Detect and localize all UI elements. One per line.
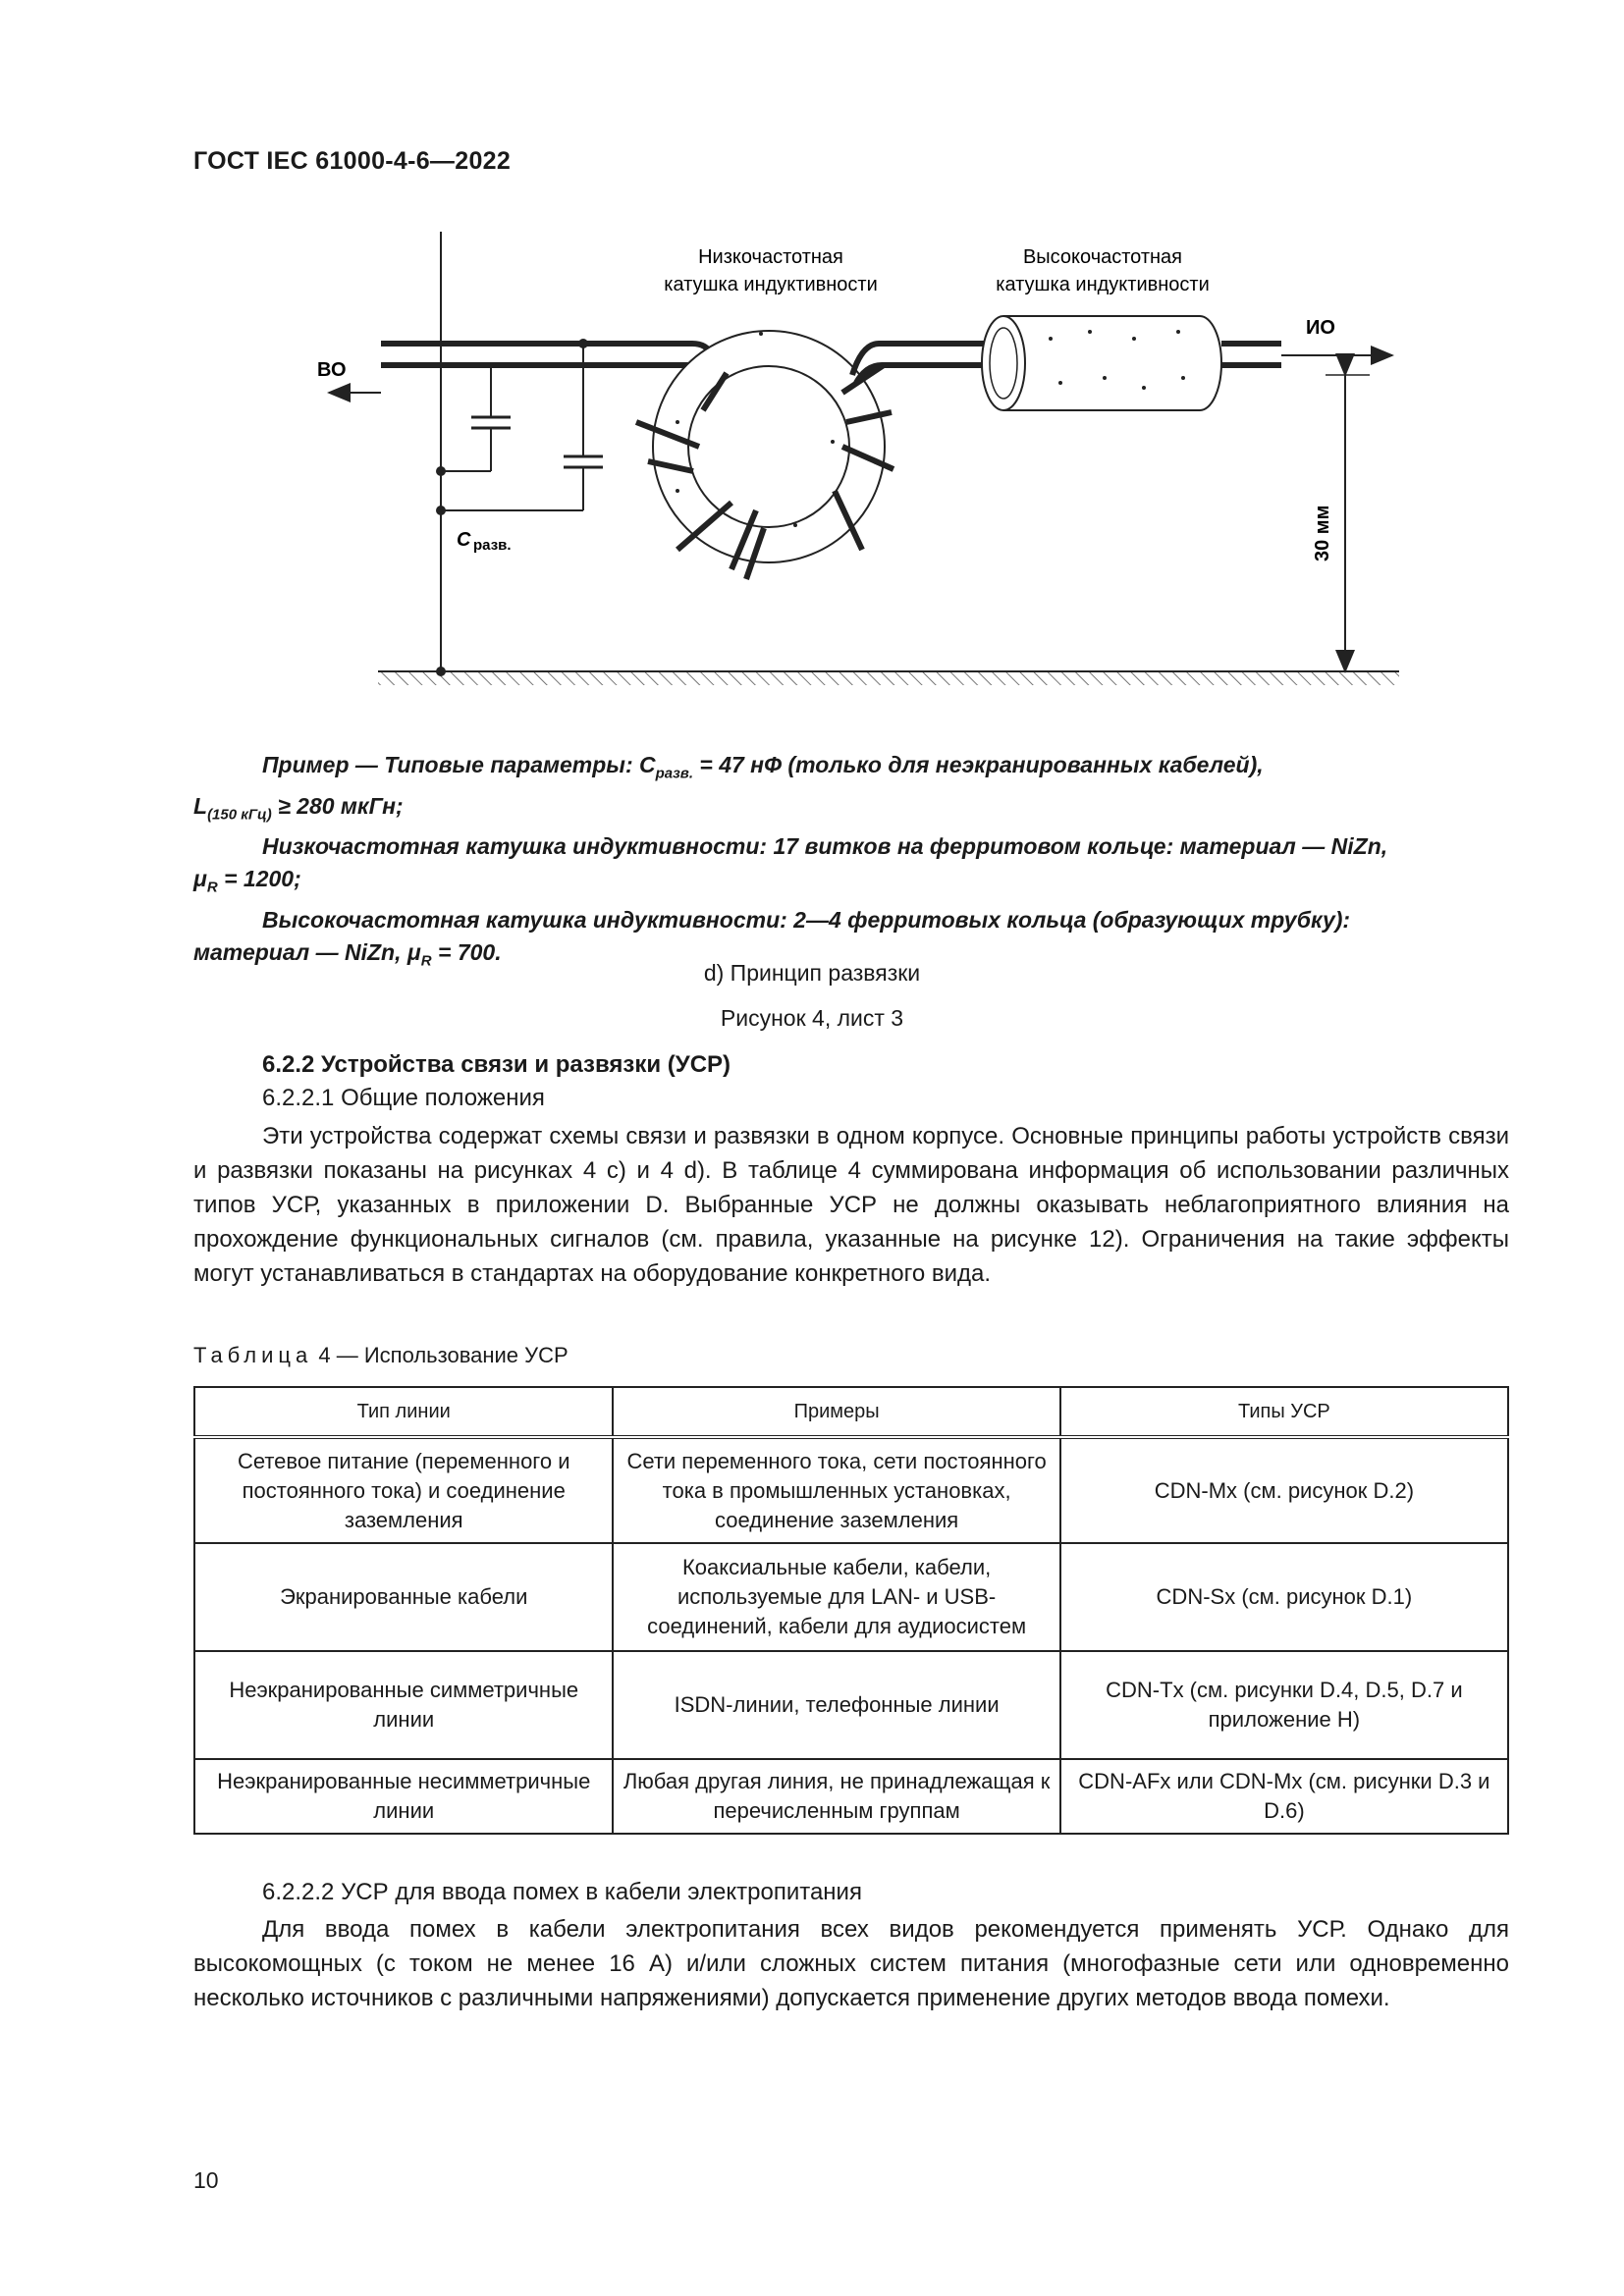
table-cell: CDN-Tx (см. рисунки D.4, D.5, D.7 и приложение H) [1060,1651,1508,1759]
label-lf-coil-1: Низкочастотная [698,246,843,268]
table-header: Тип линии [194,1387,613,1437]
figure-caption: Рисунок 4, лист 3 [720,1005,904,1031]
example-line-5: Высокочастотная катушка индуктивности: 2—4 ферритовых кольца (образующих трубку): [262,906,1351,933]
table-row [194,1437,1508,1543]
label-vo: ВО [317,359,347,381]
ground-plane [378,671,1399,685]
paragraph-text: Для ввода помех в кабели электропитания всех видов рекомендуется применять УСР. Однако для высокомощных (с током не менее 16 А) и/или сложных систем питания (многофазные сети или одновременно несколько источников с различными напряжениями) допускается применение других методов ввода помехи. [193,1916,1509,2011]
table-cell: CDN-Mx (см. рисунок D.2) [1060,1437,1508,1543]
example-line-1: Пример — Типовые параметры: $C_{разв.} = 47$ нФ (только для неэкранированных кабелей), [262,752,1264,782]
example-line-3: Низкочастотная катушка индуктивности: 17 витков на ферритовом кольце: материал — NiZn, [262,833,1388,860]
table-cell: Экранированные кабели [194,1543,613,1651]
label-height: 30 мм [1312,505,1333,561]
table-cell: Неэкранированные несимметричные линии [194,1759,613,1834]
subsection-heading: 6.2.2.1 Общие положения [262,1085,545,1111]
table-cell: Любая другая линия, не принадлежащая к перечисленным группам [613,1759,1059,1834]
decoupling-diagram [0,0,1624,726]
table-header: Типы УСР [1060,1387,1508,1437]
table-row [194,1543,1508,1651]
figure-example-note [193,749,1509,977]
example-line-2: $L_{(150 кГц)} \ge 280$ мкГн; [193,792,404,824]
table-cell: CDN-Sx (см. рисунок D.1) [1060,1543,1508,1651]
cdn-usage-table [193,1386,1509,1835]
label-c-sub: разв. [473,537,512,554]
table-cell: Коаксиальные кабели, кабели, используемые для LAN- и USB-соединений, кабели для аудиосистем [613,1543,1059,1651]
table-cell: Неэкранированные симметричные линии [194,1651,613,1759]
label-io: ИО [1306,317,1335,339]
table-caption: Таблица 4 — Использование УСР [193,1343,568,1367]
label-hf-coil-2: катушка индуктивности [996,274,1210,295]
paragraph-text: Эти устройства содержат схемы связи и развязки в одном корпусе. Основные принципы работы устройств связи и развязки показаны на рисунках 4 с) и 4 d). В таблице 4 суммирована информация об использовании различных типов УСР, указанных в приложении D. Выбранные УСР не должны оказывать неблагоприятного влияния на прохождение функциональных сигналов (см. правила, указанные на рисунке 12). Ограничения на такие эффекты могут устанавливаться в стандартах на оборудование конкретного вида. [193,1123,1509,1287]
label-hf-coil-1: Высокочастотная [1022,246,1183,268]
example-line-6: материал — NiZn, $\mu_R = 700$. [193,938,502,970]
table-row [194,1759,1508,1834]
figure-subcaption: d) Принцип развязки [703,960,921,986]
table-cell: Сетевое питание (переменного и постоянного тока) и соединение заземления [194,1437,613,1543]
section-paragraph [193,1119,1509,1291]
section-heading: 6.2.2 Устройства связи и развязки (УСР) [262,1051,731,1078]
subsection-heading-2: 6.2.2.2 УСР для ввода помех в кабели электропитания [262,1879,862,1905]
table-header: Примеры [613,1387,1059,1437]
cable-left [381,344,712,375]
table-cell: ISDN-линии, телефонные линии [613,1651,1059,1759]
cable-right [852,344,992,383]
document-header: ГОСТ IEC 61000-4-6—2022 [193,147,512,175]
label-c: C [457,529,471,551]
table-row [194,1651,1508,1759]
example-line-4: $\mu_R = 1200$; [193,866,301,896]
page-number: 10 [193,2167,219,2193]
table-cell: Сети переменного тока, сети постоянного тока в промышленных установках, соединение заземления [613,1437,1059,1543]
table-cell: CDN-AFx или CDN-Mx (см. рисунки D.3 и D.6) [1060,1759,1508,1834]
ferrite-tube [982,316,1221,410]
label-lf-coil-2: катушка индуктивности [664,274,878,295]
section-paragraph-2 [193,1912,1509,2015]
